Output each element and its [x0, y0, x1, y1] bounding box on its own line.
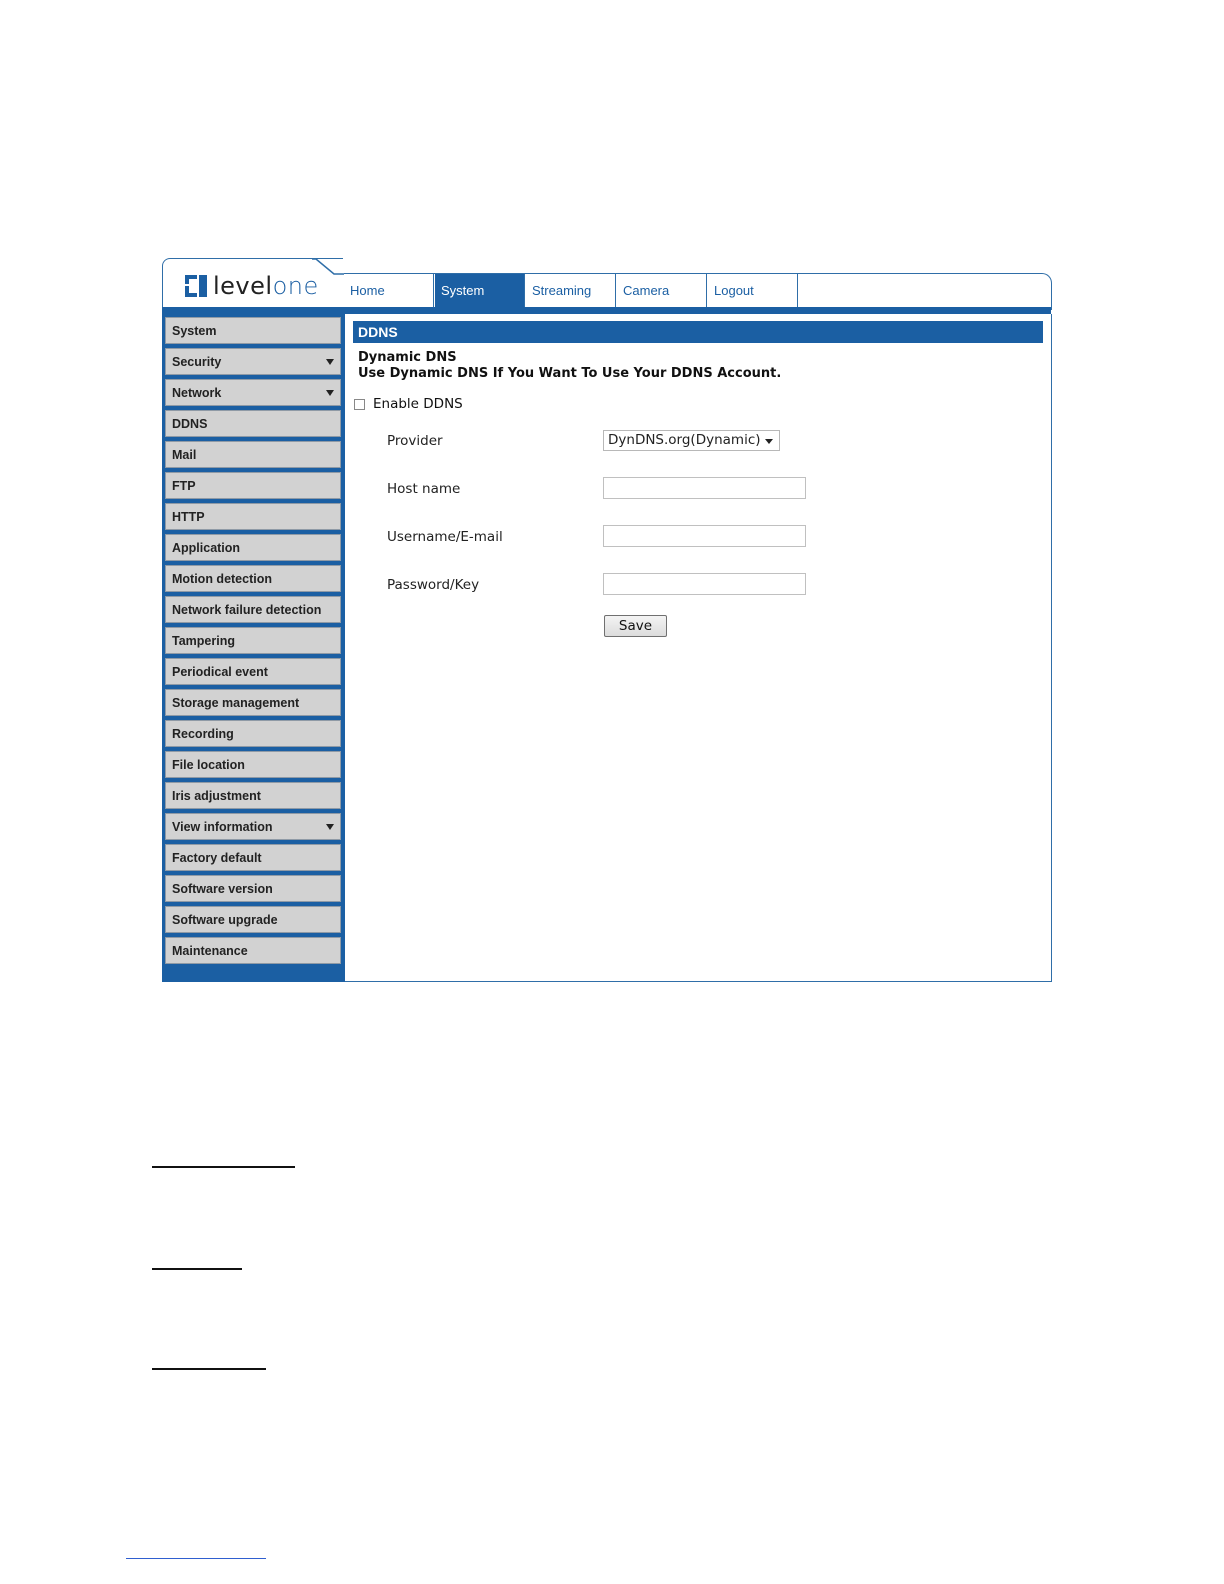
- footnote-separator: [126, 1558, 266, 1559]
- heading-underline: [152, 1368, 266, 1370]
- tab-home[interactable]: Home: [344, 274, 434, 308]
- sidebar-item-motion-detection[interactable]: Motion detection: [165, 565, 341, 592]
- top-nav: [344, 273, 1052, 310]
- sidebar-item-view-information[interactable]: View information: [165, 813, 341, 840]
- heading-underline: [152, 1268, 242, 1270]
- sidebar-item-recording[interactable]: Recording: [165, 720, 341, 747]
- main-panel: [345, 314, 1052, 982]
- levelone-logo-icon: [185, 275, 207, 297]
- tab-streaming[interactable]: Streaming: [526, 274, 616, 308]
- caret-down-icon: [326, 824, 334, 830]
- sidebar-item-http[interactable]: HTTP: [165, 503, 341, 530]
- section-heading: Dynamic DNS: [358, 350, 457, 365]
- sidebar-item-network-failure-detection[interactable]: Network failure detection: [165, 596, 341, 623]
- username-input[interactable]: [603, 525, 806, 547]
- logo-wordmark: levelone: [213, 272, 319, 300]
- password-input[interactable]: [603, 573, 806, 595]
- sidebar-item-maintenance[interactable]: Maintenance: [165, 937, 341, 964]
- tab-camera[interactable]: Camera: [617, 274, 707, 308]
- section-description: Use Dynamic DNS If You Want To Use Your DDNS Account.: [358, 366, 782, 381]
- sidebar-item-ftp[interactable]: FTP: [165, 472, 341, 499]
- host-name-label: Host name: [387, 481, 461, 497]
- sidebar-item-mail[interactable]: Mail: [165, 441, 341, 468]
- levelone-logo: [185, 273, 319, 299]
- enable-ddns-row: [354, 396, 463, 412]
- caret-down-icon: [765, 439, 773, 444]
- sidebar-item-ddns[interactable]: DDNS: [165, 410, 341, 437]
- sidebar-item-software-upgrade[interactable]: Software upgrade: [165, 906, 341, 933]
- sidebar-item-periodical-event[interactable]: Periodical event: [165, 658, 341, 685]
- enable-ddns-label: Enable DDNS: [373, 396, 463, 412]
- sidebar-item-security[interactable]: Security: [165, 348, 341, 375]
- tab-system[interactable]: System: [435, 274, 525, 308]
- sidebar: [162, 314, 345, 982]
- caret-down-icon: [326, 390, 334, 396]
- camera-web-ui: [162, 258, 1052, 982]
- enable-ddns-checkbox[interactable]: [354, 399, 365, 410]
- sidebar-item-storage-management[interactable]: Storage management: [165, 689, 341, 716]
- sidebar-item-file-location[interactable]: File location: [165, 751, 341, 778]
- header-divider: [162, 307, 1051, 314]
- caret-down-icon: [326, 359, 334, 365]
- heading-underline: [152, 1166, 295, 1168]
- provider-label: Provider: [387, 433, 443, 449]
- sidebar-item-application[interactable]: Application: [165, 534, 341, 561]
- sidebar-item-software-version[interactable]: Software version: [165, 875, 341, 902]
- provider-select[interactable]: DynDNS.org(Dynamic): [603, 430, 780, 451]
- logo-tab-edge: [312, 258, 348, 276]
- page-title: DDNS: [353, 321, 1043, 343]
- tab-logout[interactable]: Logout: [708, 274, 798, 308]
- username-label: Username/E-mail: [387, 529, 503, 545]
- save-button[interactable]: Save: [604, 615, 667, 637]
- sidebar-item-system[interactable]: System: [165, 317, 341, 344]
- sidebar-item-factory-default[interactable]: Factory default: [165, 844, 341, 871]
- password-label: Password/Key: [387, 577, 480, 593]
- sidebar-item-tampering[interactable]: Tampering: [165, 627, 341, 654]
- sidebar-item-network[interactable]: Network: [165, 379, 341, 406]
- sidebar-item-iris-adjustment[interactable]: Iris adjustment: [165, 782, 341, 809]
- host-name-input[interactable]: [603, 477, 806, 499]
